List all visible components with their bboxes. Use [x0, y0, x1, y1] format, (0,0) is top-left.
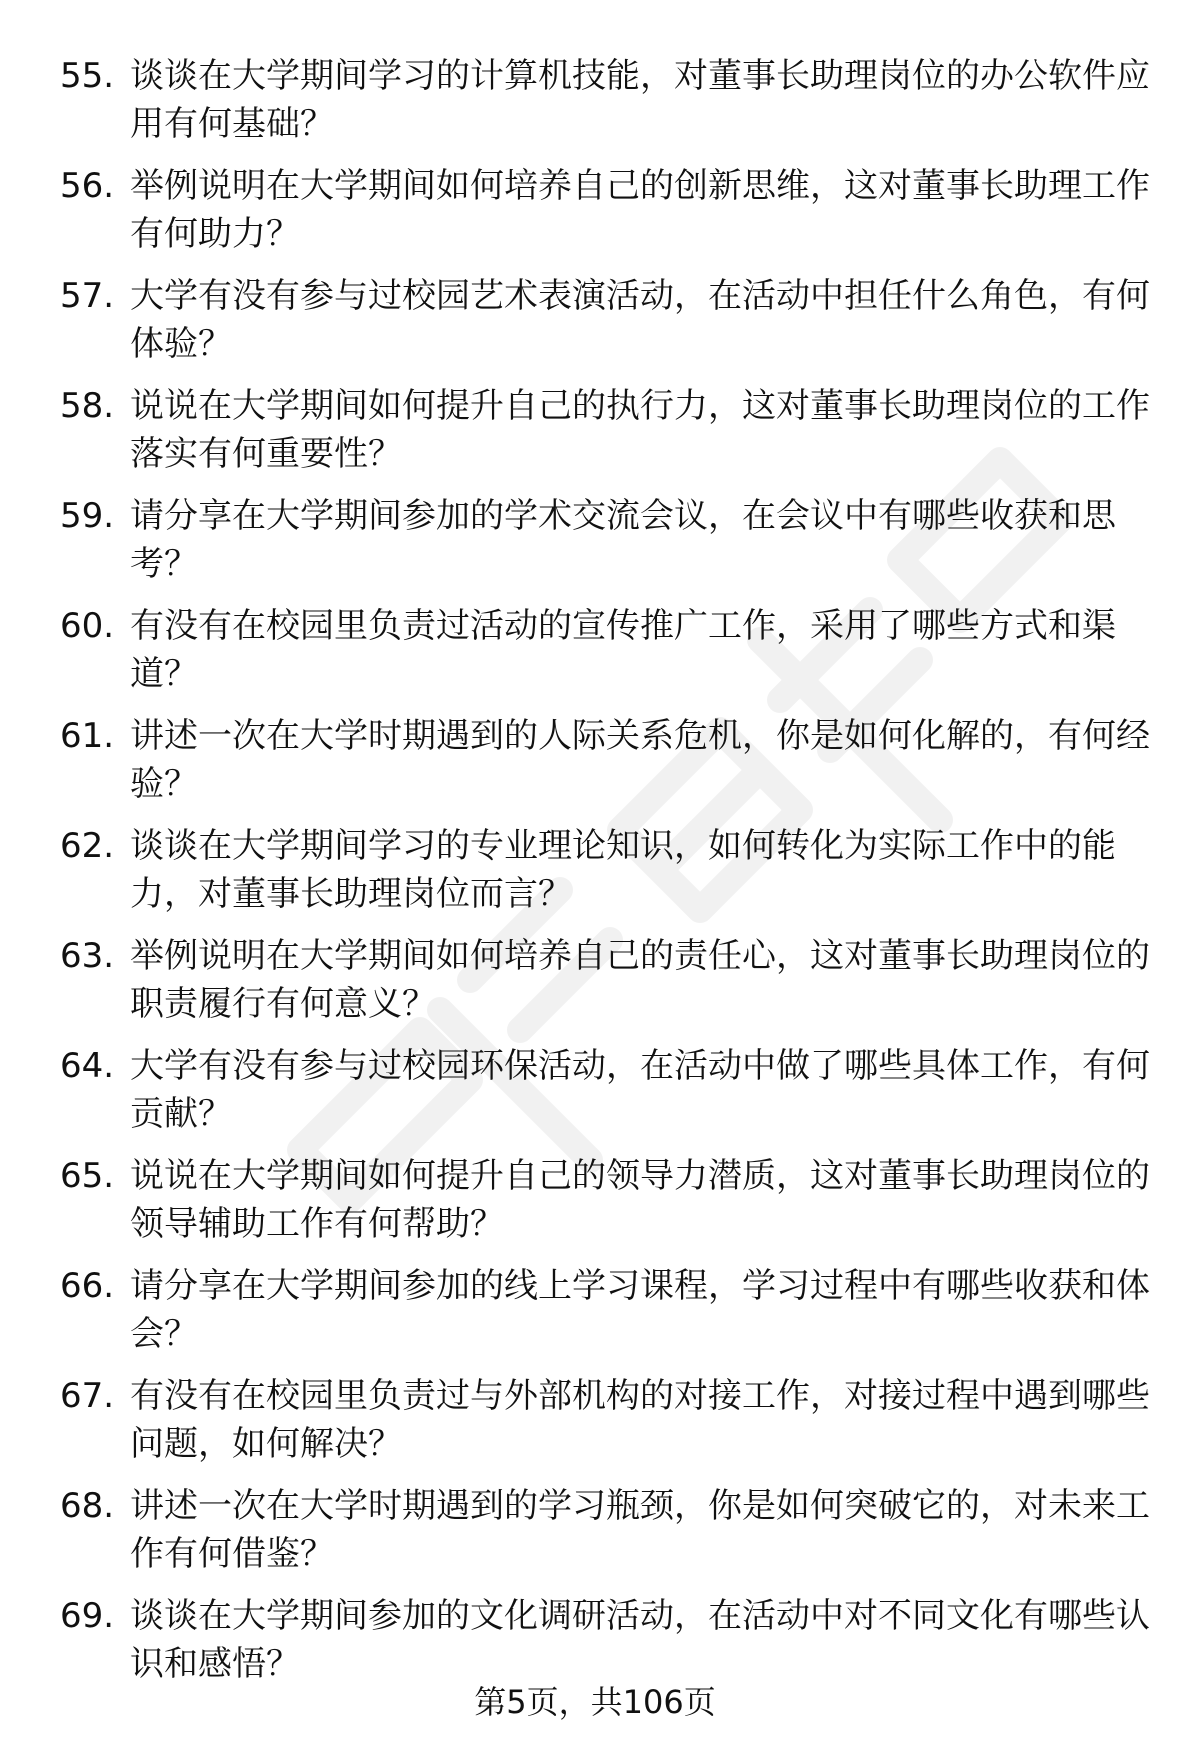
question-text: 大学有没有参与过校园环保活动，在活动中做了哪些具体工作，有何贡献？: [130, 1046, 1150, 1134]
question-item: [60, 712, 1150, 808]
page-footer: 第5页，共106页: [474, 1683, 716, 1721]
question-number: 64.: [60, 1046, 115, 1086]
question-item: [60, 52, 1150, 148]
question-text: 有没有在校园里负责过活动的宣传推广工作，采用了哪些方式和渠道？: [130, 606, 1116, 694]
question-text: 举例说明在大学期间如何培养自己的创新思维，这对董事长助理工作有何助力？: [130, 166, 1150, 254]
question-text: 谈谈在大学期间参加的文化调研活动，在活动中对不同文化有哪些认识和感悟？: [130, 1596, 1150, 1684]
question-item: [60, 1042, 1150, 1138]
question-item: [60, 382, 1150, 478]
question-number: 59.: [60, 496, 115, 536]
question-number: 58.: [60, 386, 115, 426]
question-text: 讲述一次在大学时期遇到的人际关系危机，你是如何化解的，有何经验？: [130, 716, 1150, 804]
question-number: 67.: [60, 1376, 115, 1416]
question-text: 举例说明在大学期间如何培养自己的责任心，这对董事长助理岗位的职责履行有何意义？: [130, 936, 1150, 1024]
question-number: 69.: [60, 1596, 115, 1636]
question-item: [60, 602, 1150, 698]
question-number: 60.: [60, 606, 115, 646]
question-text: 有没有在校园里负责过与外部机构的对接工作，对接过程中遇到哪些问题，如何解决？: [130, 1376, 1150, 1464]
question-number: 66.: [60, 1266, 115, 1306]
question-item: [60, 272, 1150, 368]
question-item: [60, 492, 1150, 588]
question-item: [60, 1262, 1150, 1358]
question-number: 62.: [60, 826, 115, 866]
question-text: 请分享在大学期间参加的学术交流会议，在会议中有哪些收获和思考？: [130, 496, 1116, 584]
question-text: 讲述一次在大学时期遇到的学习瓶颈，你是如何突破它的，对未来工作有何借鉴？: [130, 1486, 1150, 1574]
question-number: 65.: [60, 1156, 115, 1196]
question-item: [60, 1592, 1150, 1688]
question-text: 说说在大学期间如何提升自己的领导力潜质，这对董事长助理岗位的领导辅助工作有何帮助？: [130, 1156, 1150, 1244]
question-text: 大学有没有参与过校园艺术表演活动，在活动中担任什么角色，有何体验？: [130, 276, 1150, 364]
question-item: [60, 1152, 1150, 1248]
question-text: 谈谈在大学期间学习的计算机技能，对董事长助理岗位的办公软件应用有何基础？: [130, 56, 1150, 144]
question-list: [60, 52, 1150, 1702]
question-number: 68.: [60, 1486, 115, 1526]
question-number: 55.: [60, 56, 115, 96]
question-text: 请分享在大学期间参加的线上学习课程，学习过程中有哪些收获和体会？: [130, 1266, 1150, 1354]
question-number: 56.: [60, 166, 115, 206]
question-number: 61.: [60, 716, 115, 756]
question-item: [60, 162, 1150, 258]
question-item: [60, 932, 1150, 1028]
question-text: 说说在大学期间如何提升自己的执行力，这对董事长助理岗位的工作落实有何重要性？: [130, 386, 1150, 474]
question-item: [60, 822, 1150, 918]
question-item: [60, 1482, 1150, 1578]
question-number: 57.: [60, 276, 115, 316]
question-item: [60, 1372, 1150, 1468]
question-text: 谈谈在大学期间学习的专业理论知识，如何转化为实际工作中的能力，对董事长助理岗位而言？: [130, 826, 1116, 914]
question-number: 63.: [60, 936, 115, 976]
